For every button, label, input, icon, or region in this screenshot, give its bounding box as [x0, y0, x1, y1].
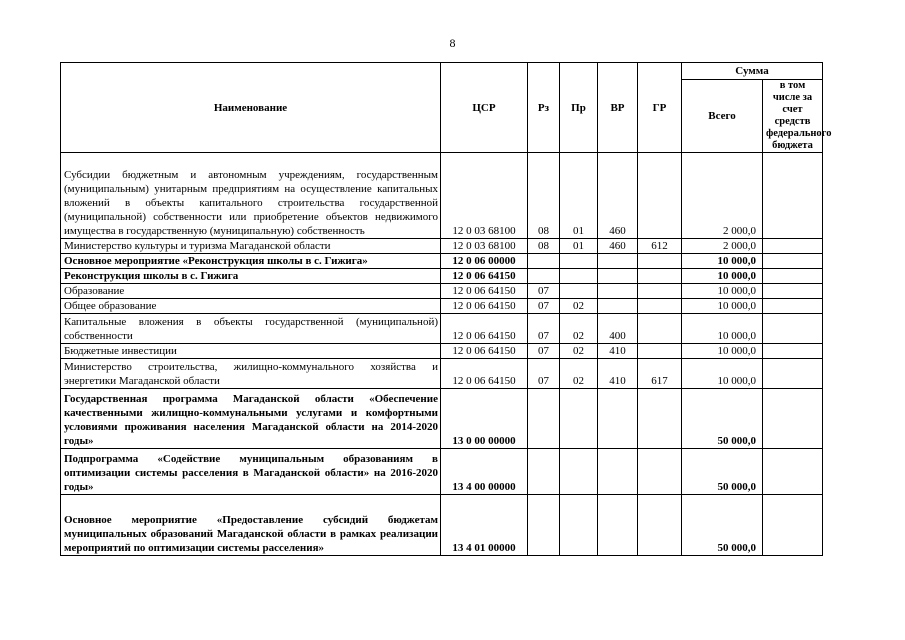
table-cell-federal	[763, 449, 823, 495]
table-row	[61, 239, 823, 254]
header-csr: ЦСР	[441, 63, 528, 153]
table-cell-rz: 07	[528, 344, 560, 359]
table-cell-total: 2 000,0	[682, 239, 763, 254]
table-cell-csr: 13 4 01 00000	[441, 495, 528, 556]
table-cell-name: Основное мероприятие «Предоставление субсидий бюджетам муниципальных образований Магаданской области в рамках реализации мероприятий по оптимизации системы расселения»	[61, 495, 441, 556]
table-cell-gr	[638, 284, 682, 299]
table-cell-vr: 460	[598, 239, 638, 254]
table-cell-name: Капитальные вложения в объекты государственной (муниципальной) собственности	[61, 314, 441, 344]
header-total: Всего	[682, 80, 763, 153]
table-cell-csr: 12 0 06 00000	[441, 254, 528, 269]
table-cell-total: 2 000,0	[682, 153, 763, 239]
table-cell-rz	[528, 254, 560, 269]
table-cell-rz: 07	[528, 359, 560, 389]
table-cell-name: Подпрограмма «Содействие муниципальным образованиям в оптимизации системы расселения в Магаданской области» на 2016-2020 годы»	[61, 449, 441, 495]
table-cell-pr	[560, 389, 598, 449]
page-number: 8	[449, 36, 456, 50]
table-row	[61, 269, 823, 284]
table-cell-gr	[638, 495, 682, 556]
header-federal: в том числе за счет средств федерального бюджета	[763, 80, 823, 153]
header-vr: ВР	[598, 63, 638, 153]
table-cell-pr: 01	[560, 153, 598, 239]
table-cell-csr: 12 0 03 68100	[441, 153, 528, 239]
table-cell-pr: 02	[560, 314, 598, 344]
table-cell-pr	[560, 254, 598, 269]
table-cell-vr	[598, 269, 638, 284]
table-cell-gr: 612	[638, 239, 682, 254]
table-cell-vr: 400	[598, 314, 638, 344]
table-cell-federal	[763, 269, 823, 284]
table-cell-csr: 12 0 06 64150	[441, 359, 528, 389]
table-cell-name: Общее образование	[61, 299, 441, 314]
table-cell-federal	[763, 344, 823, 359]
table-cell-name: Субсидии бюджетным и автономным учреждениям, государственным (муниципальным) унитарным предприятиям на осуществление капитальных вложений в объекты капитального строительства государственной (муниципальной) собственности или приобретение объектов недвижимого имущества в государственную (муниципальную) собственность	[61, 153, 441, 239]
table-cell-pr	[560, 269, 598, 284]
table-cell-gr	[638, 449, 682, 495]
header-pr: Пр	[560, 63, 598, 153]
table-row	[61, 254, 823, 269]
table-cell-pr: 02	[560, 299, 598, 314]
table-cell-federal	[763, 495, 823, 556]
table-cell-federal	[763, 359, 823, 389]
header-name: Наименование	[61, 63, 441, 153]
table-cell-vr	[598, 495, 638, 556]
table-cell-rz: 07	[528, 284, 560, 299]
table-cell-gr	[638, 153, 682, 239]
table-cell-total: 10 000,0	[682, 269, 763, 284]
table-cell-federal	[763, 254, 823, 269]
table-cell-rz: 08	[528, 239, 560, 254]
table-cell-name: Реконструкция школы в с. Гижига	[61, 269, 441, 284]
table-cell-name: Образование	[61, 284, 441, 299]
table-cell-total: 10 000,0	[682, 254, 763, 269]
table-cell-federal	[763, 389, 823, 449]
table-cell-total: 10 000,0	[682, 299, 763, 314]
table-cell-total: 10 000,0	[682, 284, 763, 299]
table-row	[61, 359, 823, 389]
table-cell-federal	[763, 239, 823, 254]
table-cell-total: 10 000,0	[682, 314, 763, 344]
table-cell-federal	[763, 299, 823, 314]
table-cell-federal	[763, 153, 823, 239]
table-cell-vr: 410	[598, 344, 638, 359]
table-cell-total: 10 000,0	[682, 359, 763, 389]
table-cell-csr: 13 0 00 00000	[441, 389, 528, 449]
table-cell-rz: 08	[528, 153, 560, 239]
table-row	[61, 299, 823, 314]
table-row	[61, 314, 823, 344]
table-row	[61, 495, 823, 556]
header-rz: Рз	[528, 63, 560, 153]
table-cell-pr	[560, 449, 598, 495]
header-sum: Сумма	[682, 63, 823, 80]
table-cell-pr: 02	[560, 344, 598, 359]
table-cell-csr: 12 0 06 64150	[441, 344, 528, 359]
table-cell-pr: 01	[560, 239, 598, 254]
table-row	[61, 389, 823, 449]
table-row	[61, 153, 823, 239]
table-cell-csr: 13 4 00 00000	[441, 449, 528, 495]
table-cell-name: Бюджетные инвестиции	[61, 344, 441, 359]
table-cell-gr	[638, 254, 682, 269]
table-cell-pr	[560, 495, 598, 556]
table-cell-vr	[598, 284, 638, 299]
table-cell-pr	[560, 284, 598, 299]
header-gr: ГР	[638, 63, 682, 153]
table-row	[61, 344, 823, 359]
table-cell-rz: 07	[528, 299, 560, 314]
table-cell-gr	[638, 389, 682, 449]
table-cell-rz: 07	[528, 314, 560, 344]
table-cell-gr	[638, 269, 682, 284]
table-cell-pr: 02	[560, 359, 598, 389]
table-cell-total: 10 000,0	[682, 344, 763, 359]
table-cell-name: Министерство строительства, жилищно-коммунального хозяйства и энергетики Магаданской области	[61, 359, 441, 389]
table-cell-name: Государственная программа Магаданской области «Обеспечение качественными жилищно-коммунальными услугами и комфортными условиями проживания населения Магаданской области на 2014-2020 годы»	[61, 389, 441, 449]
table-cell-gr	[638, 344, 682, 359]
table-cell-csr: 12 0 06 64150	[441, 284, 528, 299]
table-cell-rz	[528, 389, 560, 449]
table-cell-gr	[638, 299, 682, 314]
table-cell-total: 50 000,0	[682, 389, 763, 449]
table-cell-name: Министерство культуры и туризма Магаданской области	[61, 239, 441, 254]
table-cell-name: Основное мероприятие «Реконструкция школы в с. Гижига»	[61, 254, 441, 269]
table-cell-gr: 617	[638, 359, 682, 389]
table-cell-federal	[763, 284, 823, 299]
table-cell-vr	[598, 449, 638, 495]
table-cell-csr: 12 0 06 64150	[441, 299, 528, 314]
table-cell-total: 50 000,0	[682, 495, 763, 556]
table-cell-csr: 12 0 06 64150	[441, 269, 528, 284]
table-row	[61, 449, 823, 495]
budget-table	[60, 62, 832, 556]
table-cell-federal	[763, 314, 823, 344]
table-row	[61, 284, 823, 299]
table-cell-rz	[528, 449, 560, 495]
table-cell-rz	[528, 269, 560, 284]
table-cell-rz	[528, 495, 560, 556]
table-cell-csr: 12 0 03 68100	[441, 239, 528, 254]
table-cell-vr	[598, 389, 638, 449]
table-cell-vr	[598, 299, 638, 314]
table-cell-vr	[598, 254, 638, 269]
table-cell-gr	[638, 314, 682, 344]
table-cell-total: 50 000,0	[682, 449, 763, 495]
table-cell-vr: 460	[598, 153, 638, 239]
table-cell-csr: 12 0 06 64150	[441, 314, 528, 344]
table-cell-vr: 410	[598, 359, 638, 389]
